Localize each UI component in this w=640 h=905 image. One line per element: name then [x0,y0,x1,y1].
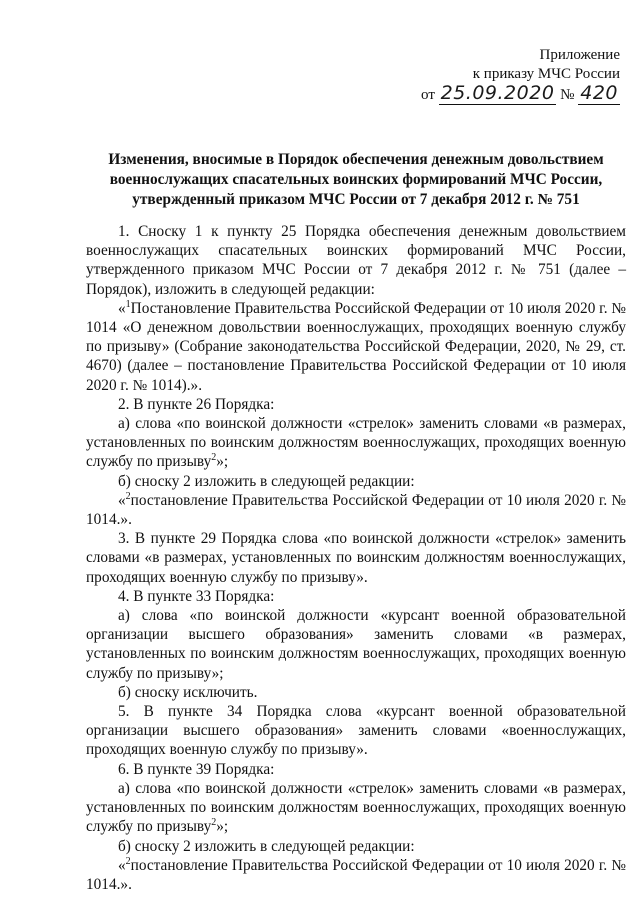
paragraph-text: а) слова «по воинской должности «стрелок» заменить словами «в размерах, установленных по воинским должностям военнослужащих, проходящих военную службу по призыву [86,779,626,836]
paragraph [86,222,626,299]
paragraph [86,760,626,779]
paragraph [86,683,626,702]
paragraph [86,702,626,760]
paragraph-text: б) сноску исключить. [118,683,258,701]
paragraph [86,587,626,606]
paragraph-text: постановление Правительства Российской Федерации от 10 июля 2020 г. № 1014.». [86,856,626,893]
paragraph [86,395,626,414]
paragraph-text: 1. Сноску 1 к пункту 25 Порядка обеспечения денежным довольствием военнослужащих спасательных воинских формирований МЧС России, утвержденного приказом МЧС России от 7 декабря 2012 г. № 751 (далее – Порядок), изложить в следующей редакции: [86,223,626,298]
document-title [86,150,626,210]
footnote-mark: 2 [211,817,217,829]
paragraph-text: 2. В пункте 26 Порядка: [118,395,275,413]
paragraph-text: « [118,856,126,874]
paragraph-text: постановление Правительства Российской Федерации от 10 июля 2020 г. № 1014.». [86,491,626,529]
paragraph-text: « [118,491,126,509]
paragraph [86,414,626,472]
paragraph [86,299,626,395]
paragraph-text: « [118,299,126,317]
paragraph [86,529,626,587]
paragraph [86,472,626,491]
footnote-mark: 2 [211,452,217,464]
order-label: к приказу МЧС России [472,66,620,82]
order-number: 420 [580,82,618,104]
paragraph [86,606,626,683]
document-body [86,222,626,894]
order-date-line [420,84,620,105]
footnote-mark: 2 [125,855,131,867]
title-line-1: Изменения, вносимые в Порядок обеспечения денежным довольствием [108,151,604,168]
paragraph-text: 6. В пункте 39 Порядка: [118,760,275,778]
paragraph-text: 4. В пункте 33 Порядка: [118,587,275,605]
title-line-2: военнослужащих спасательных воинских формирований МЧС России, [109,171,603,188]
paragraph [86,856,626,894]
paragraph-text: 3. В пункте 29 Порядка слова «по воинской должности «стрелок» заменить словами «в размерах, установленных по воинским должностям военнослужащих, проходящих военную службу по призыву». [86,530,626,586]
paragraph-text: а) слова «по воинской должности «курсант военной образовательной организации высшего образования» заменить словами «в размерах, установленных по воинским должностям военнослужащих, проходящих военную службу по призыву»; [86,607,626,682]
paragraph-text: б) сноску 2 изложить в следующей редакции: [118,837,415,855]
paragraph-text: Постановление Правительства Российской Федерации от 10 июля 2020 г. № 1014 «О денежном довольствии военнослужащих, проходящих военную службу по призыву» (Собрание законодательства Российской Федерации, 2020, № 29, ст. 4670) (далее – постановление Правительства Российской Федерации от 10 июля 2020 г. № 1014).». [86,299,626,394]
paragraph [86,837,626,856]
appendix-label: Приложение [539,47,620,63]
title-line-3: утвержденный приказом МЧС России от 7 декабря 2012 г. № 751 [132,191,580,208]
order-date: 25.09.2020 [440,82,555,104]
paragraph [86,779,626,837]
footnote-mark: 2 [125,490,131,502]
paragraph-text: б) сноску 2 изложить в следующей редакции: [118,472,415,490]
date-prefix: от [421,87,435,103]
number-prefix: № [560,87,575,103]
paragraph-text: 5. В пункте 34 Порядка слова «курсант военной образовательной организации высшего образования» заменить словами «военнослужащих, проходящих военную службу по призыву». [86,703,626,759]
paragraph [86,491,626,529]
footnote-mark: 1 [125,298,131,310]
paragraph-text: а) слова «по воинской должности «стрелок» заменить словами «в размерах, установленных по воинским должностям военнослужащих, проходящих военную службу по призыву [86,415,626,471]
paragraph-text: »; [216,818,229,836]
paragraph-text: »; [216,453,229,471]
appendix-header [420,46,620,105]
